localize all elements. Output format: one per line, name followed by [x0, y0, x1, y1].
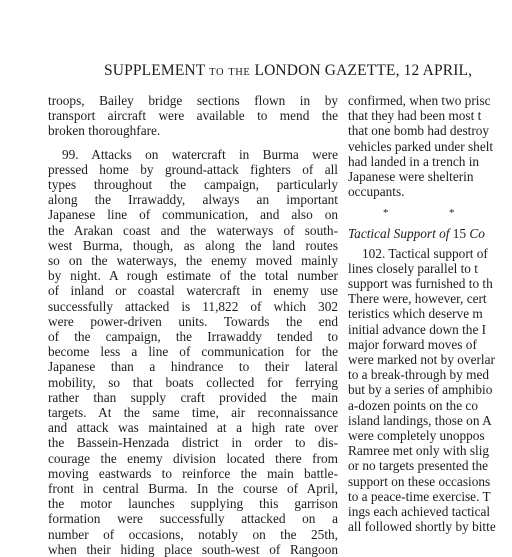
page-header [104, 62, 472, 80]
text-line: successfully attacked is 11,822 of which 302 [48, 298, 338, 314]
text-line: were power-driven units. Towards the end [48, 313, 338, 329]
text-line: moving eastwards to reinforce the main battle- [48, 465, 338, 481]
header-title: LONDON GAZETTE, 12 APRIL, [250, 62, 473, 79]
text-line: transport aircraft were available to mend the [48, 108, 338, 124]
text-line: all followed shortly by bitte [348, 519, 496, 535]
text-line: support on these occasions [348, 473, 491, 489]
text-line: of the campaign, the Irrawaddy tended to [48, 329, 338, 345]
heading-tail: Co [466, 226, 485, 242]
text-line: that they had been most t [348, 108, 482, 124]
text-line: a-dozen points on the co [348, 397, 478, 413]
text-line: that one bomb had destroy [348, 123, 490, 139]
text-line: support was furnished to th [348, 276, 493, 292]
text-line: Japanese were shelterin [348, 169, 474, 185]
text-line: initial advance down the I [348, 321, 487, 337]
text-line: types throughout the campaign, particularly [48, 177, 338, 193]
right-column [348, 93, 512, 534]
text-line: troops, Bailey bridge sections flown in by [48, 93, 338, 108]
text-line: or no targets presented the [348, 458, 489, 474]
text-line: when their hiding place south-west of Rangoon [48, 541, 338, 557]
text-line: by night. A rough estimate of the total number [48, 268, 338, 284]
text-line: mobility, so that boats collected for ferrying [48, 374, 338, 390]
text-line: so on the waterways, the enemy moved mainly [48, 253, 338, 269]
paragraph-99-start: 99. Attacks on watercraft in Burma were [62, 146, 338, 162]
text-line: to a peace-time exercise. T [348, 488, 491, 504]
text-line: formation were successfully attacked on a [48, 511, 338, 527]
text-line: broken thoroughfare. [48, 123, 161, 139]
text-line: There were, however, cert [348, 291, 487, 307]
text-line: the motor launches supplying this garrison [48, 496, 338, 512]
text-line: along the Irrawaddy, always an important [48, 192, 338, 208]
heading-number: 15 [452, 226, 467, 242]
text-line: occupants. [348, 184, 405, 200]
text-line: teristics which deserve m [348, 306, 483, 322]
text-line: the Arakan coast and the waterways of south- [48, 222, 338, 238]
header-text: SUPPLEMENT [104, 62, 210, 79]
divider-star: * [449, 207, 455, 220]
text-line: rather than supply craft provided the main [48, 389, 338, 405]
text-line: courage the enemy division located there from [48, 450, 338, 466]
text-line: and attack was maintained at a high rate over [48, 420, 338, 436]
text-line: pressed home by ground-attack fighters of all [48, 161, 338, 177]
text-line: lines closely parallel to t [348, 260, 478, 276]
text-line: of inland or coastal watercraft in enemy use [48, 283, 338, 299]
text-line: island landings, those on A [348, 412, 492, 428]
divider-star: * [383, 207, 389, 220]
section-divider [348, 199, 512, 225]
header-word-to: TO [209, 67, 225, 78]
text-line: but by a series of amphibio [348, 382, 493, 398]
text-line: had landed in a trench in [348, 153, 480, 169]
heading-text: Tactical Support of [348, 226, 453, 242]
text-line: ings each achieved tactical [348, 504, 491, 520]
section-heading [348, 226, 512, 241]
text-line: confirmed, when two prisc [348, 93, 491, 108]
text-line: number of occasions, notably on the 25th, [48, 526, 338, 542]
header-word-the: THE [228, 67, 251, 78]
text-line: vehicles parked under shelt [348, 138, 494, 154]
text-line: to a break-through by med [348, 367, 490, 383]
text-line: targets. At the same time, air reconnaissance [48, 405, 338, 421]
text-line: Japanese than a hindrance to their lateral [48, 359, 338, 375]
paragraph-102-start: 102. Tactical support of [362, 245, 488, 261]
text-line: were marked not by overlar [348, 352, 495, 368]
text-line: the Bassein-Henzada district in order to dis- [48, 435, 338, 451]
text-line: west Burma, though, as along the land routes [48, 237, 338, 253]
left-column [48, 93, 338, 557]
text-line: front in central Burma. In the course of April, [48, 481, 338, 497]
text-line: become less a line of communication for the [48, 344, 338, 360]
text-line: major forward moves of [348, 336, 477, 352]
text-line: Ramree met only with slig [348, 443, 490, 459]
text-line: Japanese line of communication, and also on [48, 207, 338, 223]
text-line: were completely unoppos [348, 428, 485, 444]
